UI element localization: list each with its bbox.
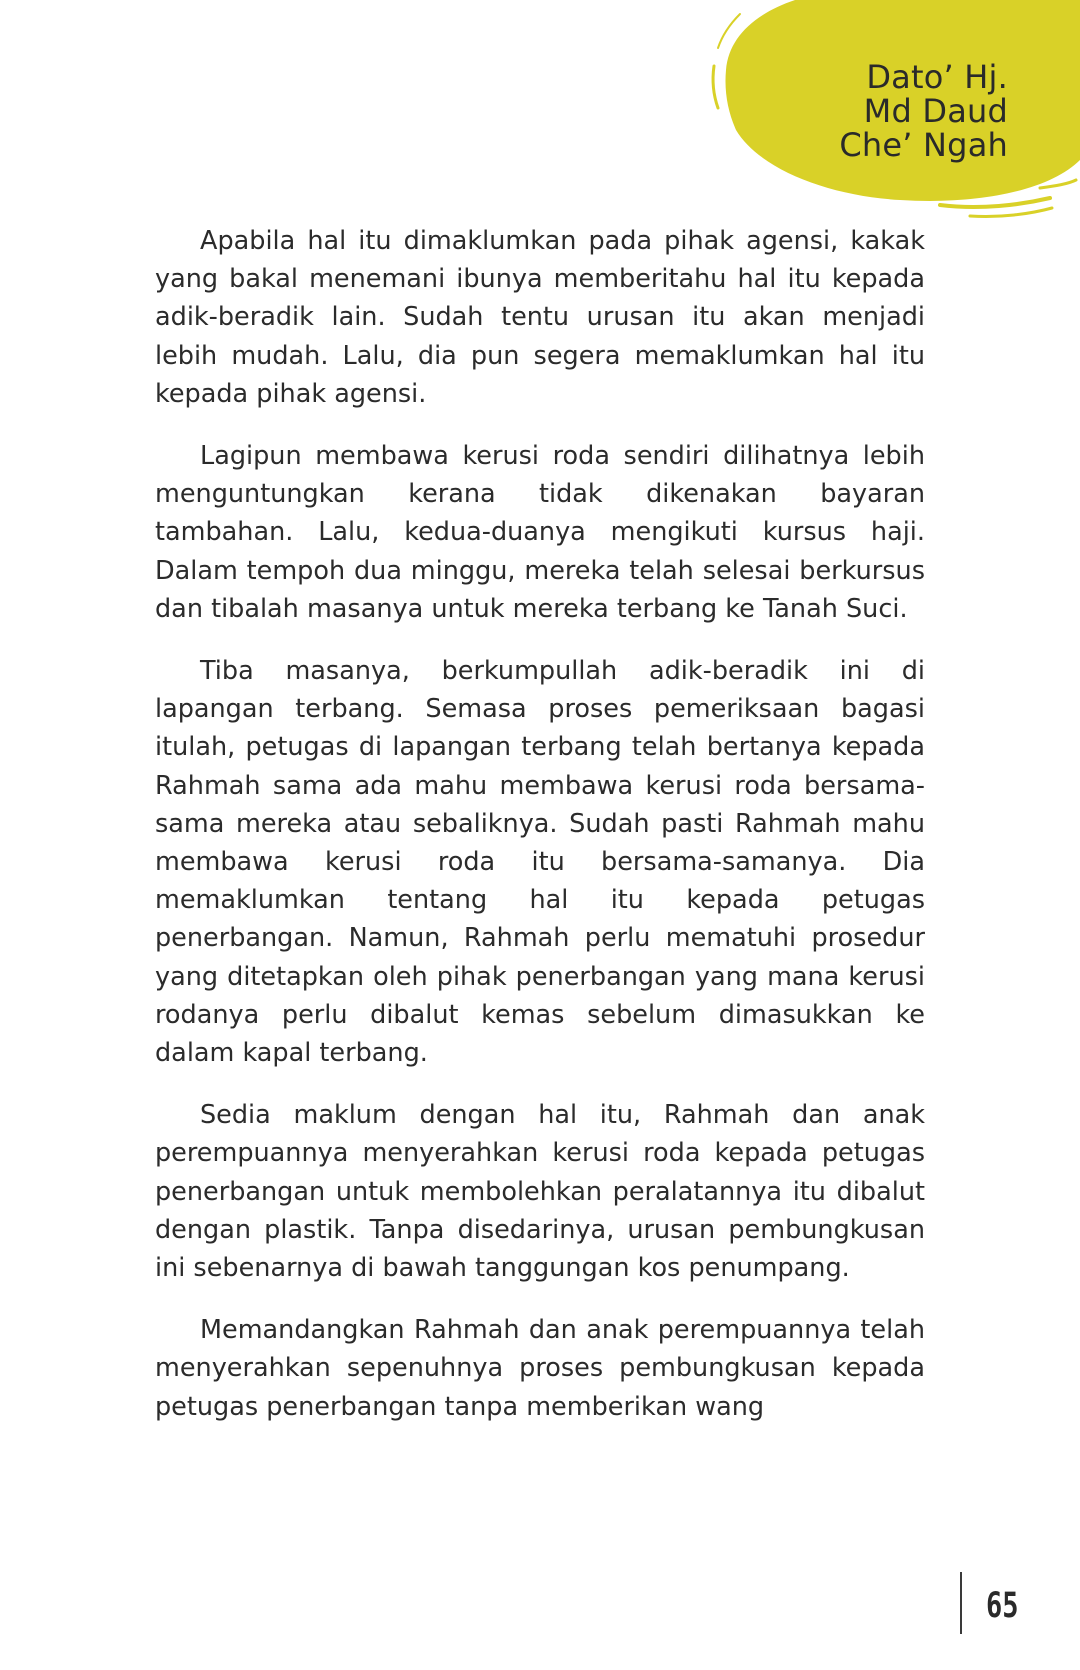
page-number-divider: [960, 1572, 962, 1634]
paragraph: Tiba masanya, berkumpullah adik-beradik ini di lapangan terbang. Semasa proses pemeriksaan bagasi itulah, petugas di lapangan terbang telah bertanya kepada Rahmah sama ada mahu membawa kerusi roda bersama-sama mereka atau sebaliknya. Sudah pasti Rahmah mahu membawa kerusi roda itu bersama-samanya. Dia memaklumkan tentang hal itu kepada petugas penerbangan. Namun, Rahmah perlu mematuhi prosedur yang ditetapkan oleh pihak penerbangan yang mana kerusi rodanya perlu dibalut kemas sebelum dimasukkan ke dalam kapal terbang.: [155, 656, 925, 1069]
paragraph: Memandangkan Rahmah dan anak perempuannya telah menyerahkan sepenuhnya proses pembungkusan kepada petugas penerbangan tanpa memberikan wang: [155, 1315, 925, 1422]
author-name-line-3: Che’ Ngah: [839, 126, 1008, 164]
paragraph: Sedia maklum dengan hal itu, Rahmah dan anak perempuannya menyerahkan kerusi roda kepada petugas penerbangan untuk membolehkan peralatannya itu dibalut dengan plastik. Tanpa disedarinya, urusan pembungkusan ini sebenarnya di bawah tanggungan kos penumpang.: [155, 1100, 925, 1284]
page-number: 65: [986, 1586, 1019, 1627]
author-name: [839, 60, 1008, 162]
paragraph: Lagipun membawa kerusi roda sendiri dilihatnya lebih menguntungkan kerana tidak dikenakan bayaran tambahan. Lalu, kedua-duanya mengikuti kursus haji. Dalam tempoh dua minggu, mereka telah selesai berkursus dan tibalah masanya untuk mereka terbang ke Tanah Suci.: [155, 441, 925, 624]
body-text: [155, 222, 925, 1450]
author-name-line-1: Dato’ Hj.: [866, 58, 1008, 96]
paragraph: Apabila hal itu dimaklumkan pada pihak agensi, kakak yang bakal menemani ibunya memberitahu hal itu kepada adik-beradik lain. Sudah tentu urusan itu akan menjadi lebih mudah. Lalu, dia pun segera memaklumkan hal itu kepada pihak agensi.: [155, 226, 925, 409]
author-name-line-2: Md Daud: [863, 92, 1008, 130]
author-badge: [700, 0, 1080, 240]
